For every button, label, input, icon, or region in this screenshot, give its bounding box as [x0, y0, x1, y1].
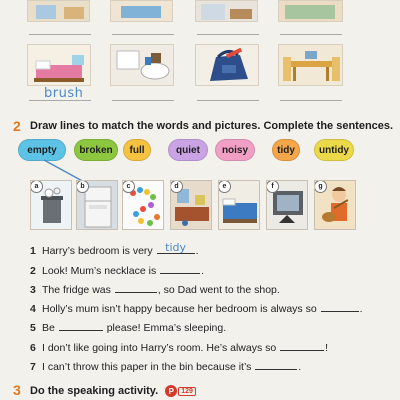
picture-table: [278, 44, 343, 86]
word-full[interactable]: full: [123, 139, 151, 161]
sentence-7: 7 I can’t throw this paper in the bin because it’s .: [30, 361, 302, 373]
room-picture: [196, 1, 258, 22]
bathroom-picture: [111, 45, 174, 86]
picture-bed: [27, 44, 91, 86]
picture-card-b[interactable]: [76, 180, 118, 230]
answer-line: [280, 34, 342, 35]
word-empty[interactable]: empty: [18, 139, 66, 161]
top-picture-4: [278, 0, 343, 22]
dining-picture: [279, 45, 343, 86]
section-title: Do the speaking activity. P 129: [30, 385, 196, 397]
word-quiet[interactable]: quiet: [168, 139, 208, 161]
picture-card-a[interactable]: [30, 180, 72, 230]
bag-picture: [196, 45, 259, 86]
sentence-1: 1 Harry’s bedroom is very tidy .: [30, 241, 199, 257]
answer-line: [280, 100, 342, 101]
sentence-5: 5 Be please! Emma’s sleeping.: [30, 322, 227, 334]
answer-line: [112, 34, 174, 35]
sentence-2: 2 Look! Mum’s necklace is .: [30, 265, 205, 277]
section-title: Draw lines to match the words and pictures. Complete the sentences.: [30, 120, 394, 132]
speaking-page-icon: P: [165, 385, 177, 397]
card-letter: a: [30, 180, 43, 193]
word-untidy[interactable]: untidy: [314, 139, 354, 161]
picture-card-e[interactable]: [218, 180, 260, 230]
answer-blank[interactable]: [160, 263, 200, 274]
answer-blank[interactable]: [255, 359, 297, 370]
sentence-6: 6 I don’t like going into Harry’s room. He’s always so !: [30, 342, 329, 354]
answer-line: [29, 34, 91, 35]
card-letter: g: [314, 180, 327, 193]
top-picture-1: [27, 0, 90, 22]
section-number: 3: [13, 382, 21, 398]
answer-blank[interactable]: [115, 282, 157, 293]
answer-blank[interactable]: [59, 320, 103, 331]
answer-blank[interactable]: [321, 301, 359, 312]
picture-bag: [195, 44, 259, 86]
bed-picture: [28, 45, 91, 86]
section-number: 2: [13, 118, 21, 134]
picture-card-g[interactable]: [314, 180, 356, 230]
sentence-3: 3 The fridge was , so Dad went to the shop.: [30, 284, 280, 296]
top-picture-2: [110, 0, 173, 22]
card-letter: c: [122, 180, 135, 193]
card-letter: d: [170, 180, 183, 193]
card-letter: b: [76, 180, 89, 193]
page-reference: 129: [178, 387, 196, 396]
picture-sink: [110, 44, 174, 86]
answer-blank[interactable]: [280, 340, 324, 351]
card-letter: f: [266, 180, 279, 193]
picture-card-c[interactable]: [122, 180, 164, 230]
room-picture: [279, 1, 343, 22]
answer-line: [197, 100, 259, 101]
card-letter: e: [218, 180, 231, 193]
word-tidy[interactable]: tidy: [272, 139, 300, 161]
room-picture: [28, 1, 90, 22]
answer-brush: brush: [44, 86, 84, 101]
room-picture: [111, 1, 173, 22]
sentence-4: 4 Holly’s mum isn’t happy because her bedroom is always so .: [30, 303, 363, 315]
answer-blank[interactable]: tidy: [157, 243, 195, 254]
top-picture-3: [195, 0, 258, 22]
answer-line: [197, 34, 259, 35]
word-noisy[interactable]: noisy: [215, 139, 255, 161]
picture-card-d[interactable]: [170, 180, 212, 230]
answer-line: [112, 100, 174, 101]
picture-card-f[interactable]: [266, 180, 308, 230]
word-broken[interactable]: broken: [74, 139, 118, 161]
